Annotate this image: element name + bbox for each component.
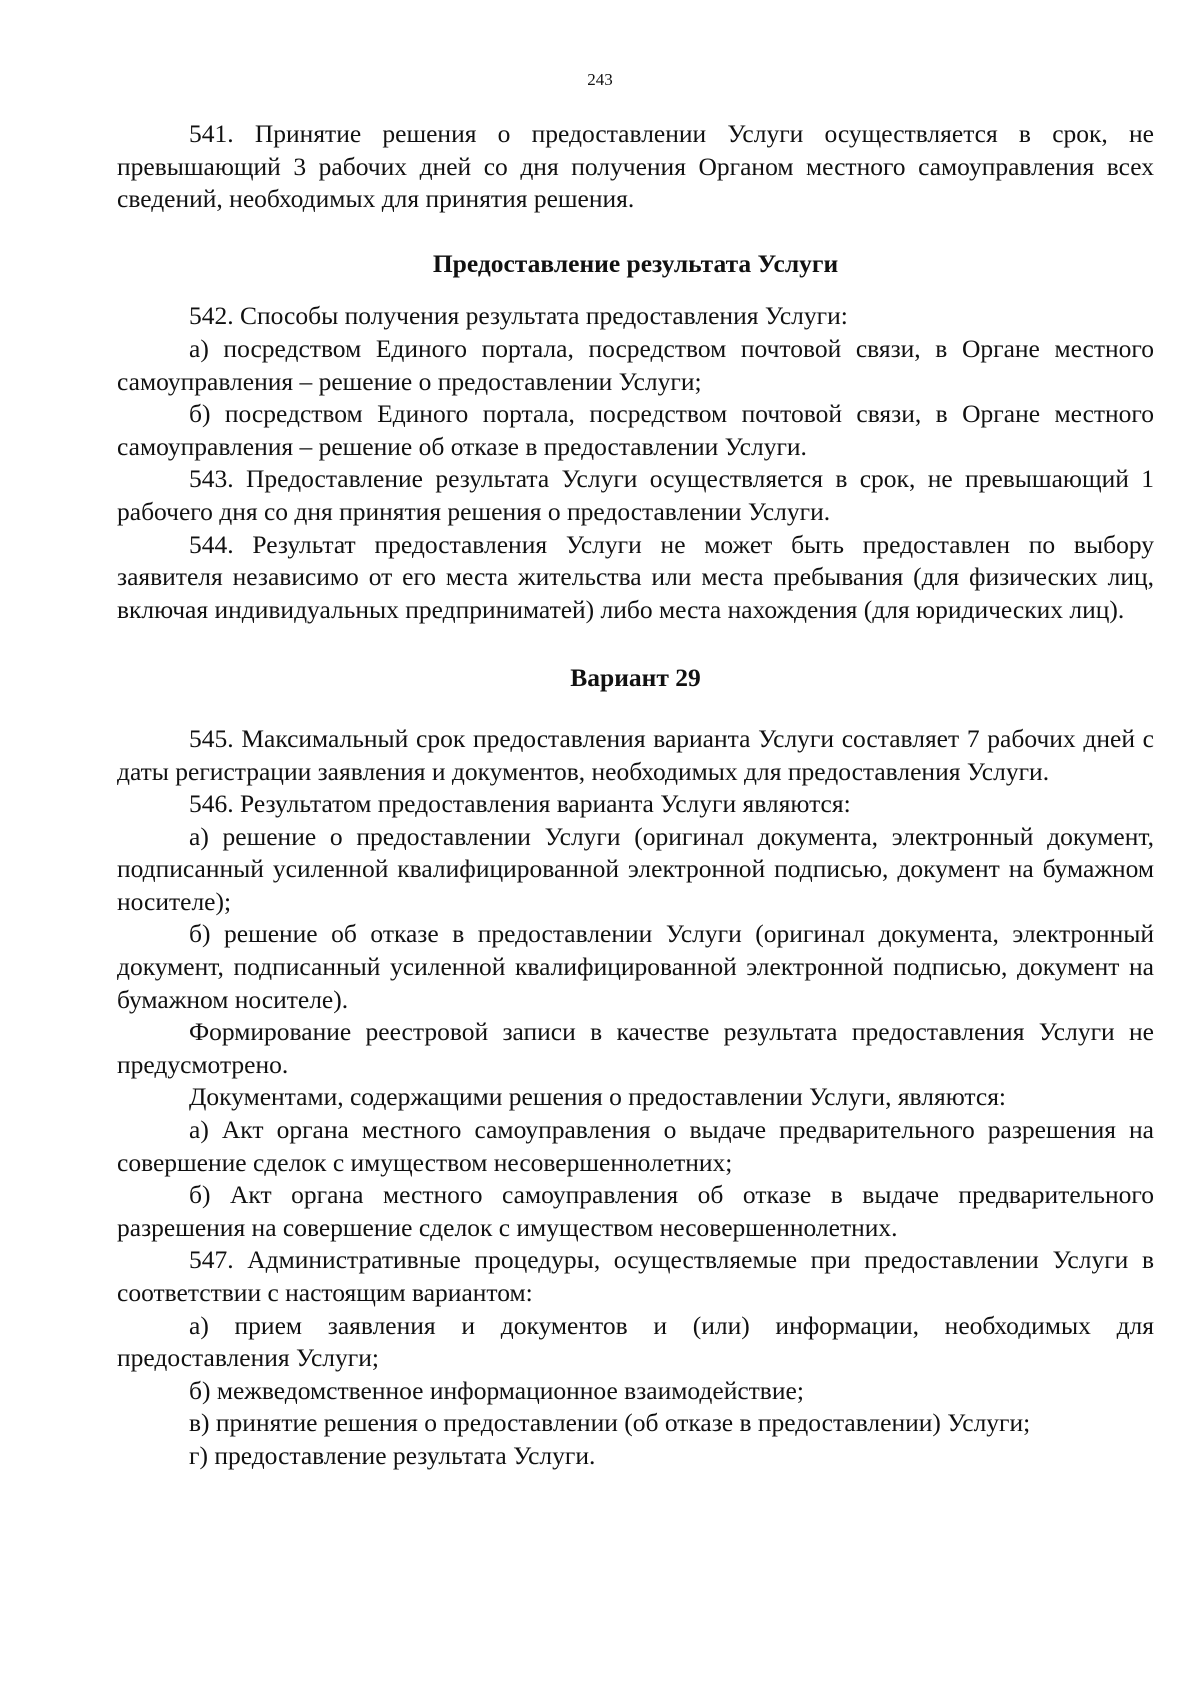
paragraph-546-b: б) решение об отказе в предоставлении Услуги (оригинал документа, электронный документ, подписанный усиленной квалифицированной электронной подписью, документ на бумажном носителе).	[117, 919, 1154, 1014]
paragraph-547-g: г) предоставление результата Услуги.	[189, 1440, 596, 1470]
paragraph-542-a: а) посредством Единого портала, посредством почтовой связи, в Органе местного самоуправления – решение о предоставлении Услуги;	[117, 333, 1154, 396]
paragraph-542: 542. Способы получения результата предоставления Услуги:	[189, 301, 848, 331]
paragraph-547: 547. Административные процедуры, осуществляемые при предоставлении Услуги в соответствии с настоящим вариантом:	[117, 1245, 1154, 1307]
paragraph-documents-a: а) Акт органа местного самоуправления о выдаче предварительного разрешения на совершение сделок с имуществом несовершеннолетних;	[117, 1115, 1154, 1177]
section-heading-result: Предоставление результата Услуги	[432, 248, 839, 278]
section-heading-variant: Вариант 29	[570, 663, 701, 693]
document-body	[117, 118, 1154, 1473]
paragraph-541: 541. Принятие решения о предоставлении Услуги осуществляется в срок, не превышающий 3 рабочих дней со дня получения Органом местного самоуправления всех сведений, необходимых для принятия решения.	[117, 119, 1154, 214]
page-number: 243	[587, 70, 613, 89]
paragraph-545: 545. Максимальный срок предоставления варианта Услуги составляет 7 рабочих дней с даты регистрации заявления и документов, необходимых для предоставления Услуги.	[117, 723, 1154, 786]
paragraph-documents-b: б) Акт органа местного самоуправления об отказе в выдаче предварительного разрешения на совершение сделок с имуществом несовершеннолетних.	[117, 1180, 1154, 1242]
paragraph-547-b: б) межведомственное информационное взаимодействие;	[189, 1375, 804, 1405]
paragraph-542-b: б) посредством Единого портала, посредством почтовой связи, в Органе местного самоуправления – решение об отказе в предоставлении Услуги.	[117, 399, 1154, 461]
paragraph-544: 544. Результат предоставления Услуги не может быть предоставлен по выбору заявителя независимо от его места жительства или места пребывания (для физических лиц, включая индивидуальных предприниматей) либо места нахождения (для юридических лиц).	[117, 529, 1154, 624]
paragraph-543: 543. Предоставление результата Услуги осуществляется в срок, не превышающий 1 рабочего дня со дня принятия решения о предоставлении Услуги.	[117, 464, 1154, 526]
paragraph-546: 546. Результатом предоставления варианта Услуги являются:	[189, 789, 851, 819]
paragraph-registry: Формирование реестровой записи в качестве результата предоставления Услуги не предусмотрено.	[117, 1017, 1154, 1079]
paragraph-547-a: а) прием заявления и документов и (или) информации, необходимых для предоставления Услуги;	[117, 1310, 1154, 1373]
paragraph-547-v: в) принятие решения о предоставлении (об отказе в предоставлении) Услуги;	[189, 1408, 1031, 1438]
paragraph-documents: Документами, содержащими решения о предоставлении Услуги, являются:	[189, 1082, 1007, 1112]
paragraph-546-a: а) решение о предоставлении Услуги (оригинал документа, электронный документ, подписанный усиленной квалифицированной электронной подписью, документ на бумажном носителе);	[117, 821, 1154, 916]
